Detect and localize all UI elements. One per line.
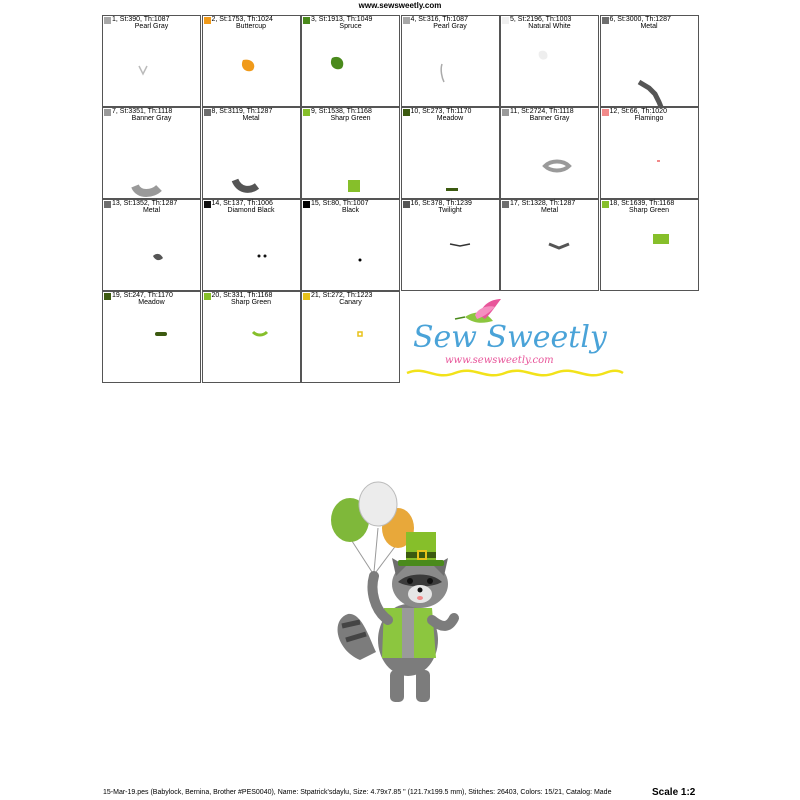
color-cell [401, 15, 500, 107]
raccoon-tail [338, 614, 376, 660]
color-name: Natural White [528, 23, 571, 30]
color-name: Banner Gray [131, 115, 172, 122]
color-name: Pearl Gray [134, 23, 169, 30]
color-thumbnail [402, 214, 500, 290]
color-cell [202, 291, 301, 383]
color-cell [500, 107, 599, 199]
color-name: Diamond Black [227, 207, 275, 214]
color-header: 16, St:378, Th:1239 [410, 200, 472, 207]
color-name: Spruce [339, 23, 362, 30]
color-name: Banner Gray [529, 115, 570, 122]
color-cell [401, 199, 500, 291]
logo-brand: Sew Sweetly [413, 320, 607, 355]
color-cell [102, 199, 201, 291]
color-header: 12, St:66, Th:1020 [609, 108, 667, 115]
site-url: www.sewsweetly.com [358, 1, 442, 10]
color-thumbnail [402, 122, 500, 198]
color-cell [600, 107, 699, 199]
color-cell [500, 199, 599, 291]
color-header: 11, St:2724, Th:1118 [510, 108, 574, 115]
color-thumbnail [601, 214, 699, 290]
color-cell [301, 291, 400, 383]
color-name: Meadow [436, 115, 464, 122]
color-thumbnail [302, 30, 400, 106]
color-header: 3, St:1913, Th:1049 [311, 16, 373, 23]
color-name: Sharp Green [628, 207, 670, 214]
color-name: Sharp Green [330, 115, 371, 122]
color-cell [202, 15, 301, 107]
color-thumbnail [203, 214, 301, 290]
color-cell [202, 199, 301, 291]
color-cell [600, 199, 699, 291]
color-header: 21, St:272, Th:1223 [311, 292, 373, 299]
raccoon-design-preview [320, 480, 480, 710]
color-thumbnail [302, 214, 400, 290]
color-header: 5, St:2196, Th:1003 [510, 16, 572, 23]
color-header: 9, St:1538, Th:1168 [311, 108, 372, 115]
color-header: 17, St:1328, Th:1287 [510, 200, 576, 207]
logo-url: www.sewsweetly.com [445, 355, 554, 366]
color-header: 19, St:247, Th:1170 [112, 292, 173, 299]
color-name: Sharp Green [230, 299, 272, 306]
color-header: 14, St:137, Th:1006 [211, 200, 273, 207]
color-cell [102, 107, 201, 199]
color-thumbnail [203, 122, 301, 198]
color-header: 13, St:1352, Th:1287 [112, 200, 178, 207]
color-thumbnail [103, 306, 201, 382]
color-thumbnail [501, 30, 599, 106]
color-name: Flamingo [634, 115, 664, 122]
design-info-footer: 15-Mar-19.pes (Babylock, Bernina, Brother #PES0040), Name: Stpatrick'sdaylu, Size: 4.79x7.85 " (121.7x199.5 mm), Stitches: 26403, Colors: 15/21, Catalog: Made [103, 789, 612, 796]
color-name: Metal [640, 23, 658, 30]
color-cell [401, 107, 500, 199]
color-header: 10, St:273, Th:1170 [410, 108, 472, 115]
color-header: 1, St:390, Th:1087 [112, 16, 170, 23]
color-name: Canary [339, 299, 362, 306]
color-header: 20, St:331, Th:1168 [211, 292, 273, 299]
color-header: 4, St:316, Th:1087 [410, 16, 468, 23]
color-thumbnail [103, 30, 201, 106]
color-thumbnail [302, 122, 400, 198]
color-header: 6, St:3000, Th:1287 [609, 16, 671, 23]
scale-label: Scale 1:2 [652, 787, 696, 798]
color-thumbnail [601, 122, 699, 198]
color-thumbnail [203, 306, 301, 382]
color-cell [301, 199, 400, 291]
sew-sweetly-logo [405, 295, 625, 385]
color-name: Metal [242, 115, 260, 122]
color-name: Metal [540, 207, 559, 214]
color-name: Buttercup [236, 23, 266, 30]
white-balloon [359, 482, 397, 526]
color-header: 7, St:3351, Th:1118 [112, 108, 173, 115]
color-thumbnail [302, 306, 400, 382]
color-cell [301, 107, 400, 199]
color-header: 8, St:3119, Th:1287 [211, 108, 273, 115]
color-thumbnail [203, 30, 301, 106]
color-header: 18, St:1639, Th:1168 [609, 200, 675, 207]
color-name: Pearl Gray [433, 23, 467, 30]
color-thumbnail [501, 214, 599, 290]
color-header: 15, St:80, Th:1007 [311, 200, 369, 207]
color-cell [202, 107, 301, 199]
color-cell [301, 15, 400, 107]
color-name: Black [341, 207, 360, 214]
color-thumbnail [402, 30, 500, 106]
color-name: Meadow [138, 299, 165, 306]
color-header: 2, St:1753, Th:1024 [211, 16, 273, 23]
color-cell [102, 291, 201, 383]
color-name: Twilight [438, 207, 462, 214]
color-thumbnail [103, 122, 201, 198]
color-cell [600, 15, 699, 107]
color-cell [102, 15, 201, 107]
color-thumbnail [501, 122, 599, 198]
color-cell [500, 15, 599, 107]
color-thumbnail [601, 30, 699, 106]
color-thumbnail [103, 214, 201, 290]
color-name: Metal [142, 207, 161, 214]
